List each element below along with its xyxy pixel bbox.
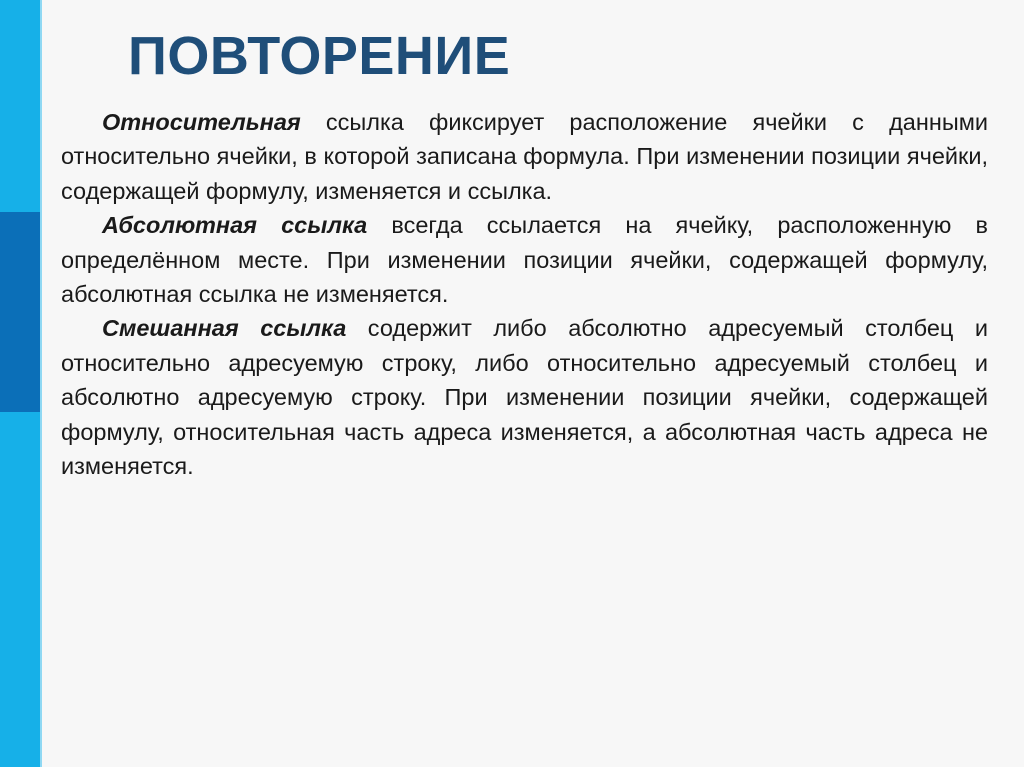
paragraph-absolute-reference	[61, 208, 988, 311]
definition-mixed-reference: содержит либо абсолютно адресуемый столбец и относительно адресуемую строку, либо относительно адресуемый столбец и абсолютно адресуемую строку. При изменении позиции ячейки, содержащей формулу, относительная часть адреса изменяется, а абсолютная часть адреса не изменяется.	[61, 315, 988, 480]
term-mixed-reference: Смешанная ссылка	[102, 315, 347, 342]
paragraph-relative-reference	[61, 105, 988, 208]
term-relative-reference: Относительная	[102, 109, 301, 135]
term-absolute-reference: Абсолютная ссылка	[102, 212, 368, 239]
definition-relative-reference: ссылка фиксирует расположение ячейки с данными относительно ячейки, в которой записана формула. При изменении позиции ячейки, содержащей формулу, изменяется и ссылка.	[61, 109, 988, 204]
paragraph-mixed-reference	[61, 311, 988, 483]
slide-body	[61, 105, 988, 483]
definition-absolute-reference: всегда ссылается на ячейку, расположенную в определённом месте. При изменении позиции ячейки, содержащей формулу, абсолютная ссылка не изменяется.	[61, 212, 988, 308]
left-accent-bar-dark-segment	[0, 212, 42, 412]
slide-title: ПОВТОРЕНИЕ	[128, 26, 511, 86]
left-accent-bar	[0, 0, 42, 767]
left-accent-bar-edge	[40, 0, 42, 767]
